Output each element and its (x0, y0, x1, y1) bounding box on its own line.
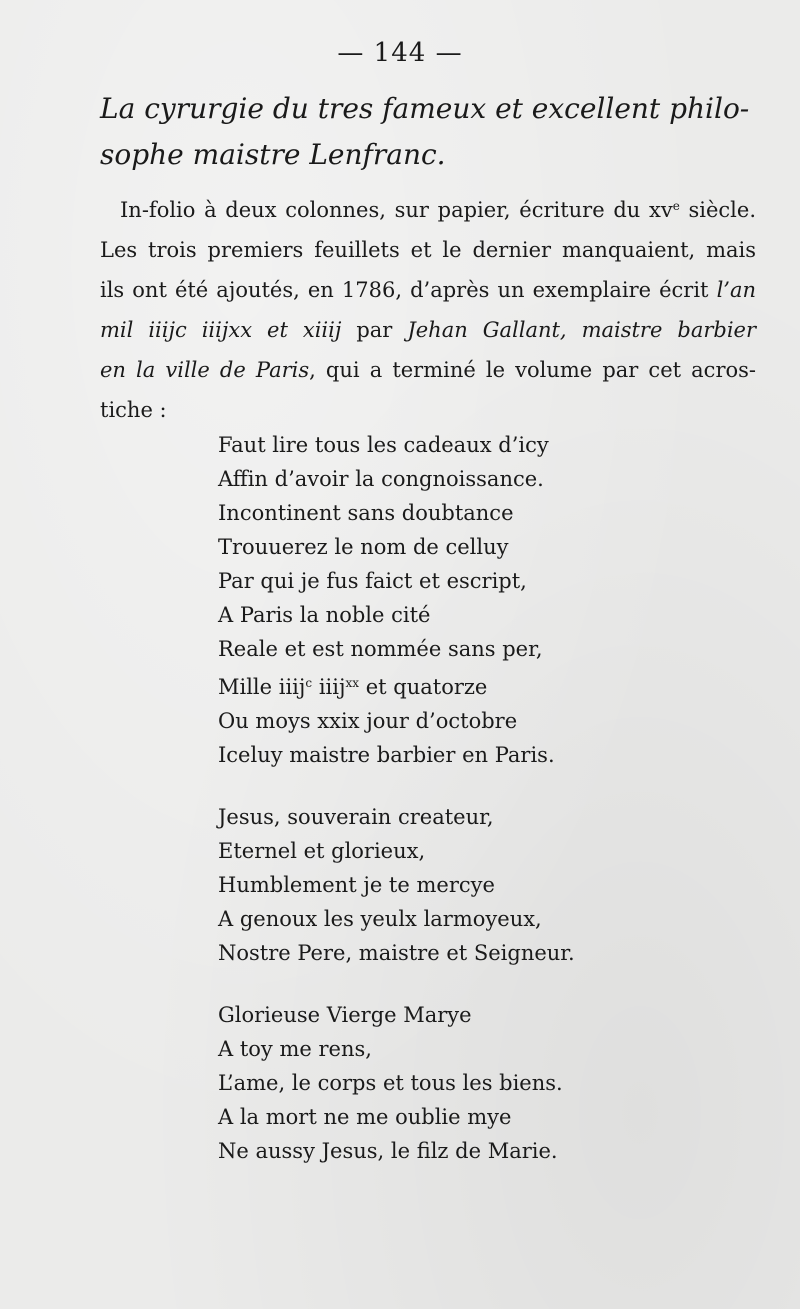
description-line: tiche : (100, 398, 167, 422)
description-line (100, 310, 756, 350)
poem-line: Incontinent sans doubtance (218, 501, 514, 525)
poem-line: Glorieuse Vierge Marye (218, 1003, 472, 1027)
poem-line: L’ame, le corps et tous les biens. (218, 1071, 563, 1095)
poem-line: A la mort ne me oublie mye (218, 1105, 512, 1129)
poem-superscript: c (305, 676, 313, 690)
poem-line: A genoux les yeulx larmoyeux, (218, 907, 542, 931)
title-line-1: La cyrurgie du tres fameux et excellent philo- (100, 92, 750, 125)
description-line (100, 186, 756, 230)
poem-line: Ne aussy Jesus, le filz de Marie. (218, 1139, 558, 1163)
poem-line: A Paris la noble cité (218, 603, 431, 627)
poem-stanza-1 (218, 428, 618, 772)
description-italic-text: Jehan Gallant, maistre barbier (407, 318, 757, 342)
poem-line: Faut lire tous les cadeaux d’icy (218, 433, 549, 457)
entry-title (100, 86, 760, 178)
page-number: — 144 — (337, 38, 463, 68)
century-superscript: e (672, 199, 680, 213)
poem-line: Humblement je te mercye (218, 873, 495, 897)
entry-description (100, 186, 756, 430)
poem-text: Mille iiij (218, 675, 306, 699)
poem-line: Eternel et glorieux, (218, 839, 426, 863)
description-text: siècle. (679, 198, 756, 222)
poem-line: Reale et est nommée sans per, (218, 637, 543, 661)
poem-line: Trouuerez le nom de celluy (218, 535, 509, 559)
description-italic-text: en la ville de Paris (100, 358, 310, 382)
poem-line: Par qui je fus faict et escript, (218, 569, 527, 593)
description-line: Les trois premiers feuillets et le dernier manquaient, mais (100, 238, 756, 262)
poem-line (218, 666, 618, 704)
description-text: , qui a terminé le volume par cet acros- (309, 358, 756, 382)
description-italic-text: l’an (716, 278, 756, 302)
poem-line: Nostre Pere, maistre et Seigneur. (218, 941, 575, 965)
poem-line: Iceluy maistre barbier en Paris. (218, 743, 555, 767)
poem-stanza-2 (218, 800, 618, 970)
poem-line: A toy me rens, (218, 1037, 372, 1061)
description-line (100, 270, 756, 310)
poem-text: iiij (312, 675, 346, 699)
poem-stanza-3 (218, 998, 618, 1168)
poem-superscript: xx (345, 676, 360, 690)
poem-line: Ou moys xxix jour d’octobre (218, 709, 518, 733)
acrostic-poem (218, 428, 618, 1196)
description-text: ils ont été ajoutés, en 1786, d’après un exemplaire écrit (100, 278, 717, 302)
description-line (100, 350, 756, 390)
title-line-2: sophe maistre Lenfranc. (100, 138, 446, 171)
poem-text: et quatorze (359, 675, 488, 699)
description-text: In-folio à deux colonnes, sur papier, écriture du xv (120, 198, 673, 222)
poem-line: Affin d’avoir la congnoissance. (218, 467, 544, 491)
description-italic-text: mil iiijc iiijxx et xiiij (100, 318, 342, 342)
poem-line: Jesus, souverain createur, (218, 805, 494, 829)
description-text: par (341, 318, 408, 342)
